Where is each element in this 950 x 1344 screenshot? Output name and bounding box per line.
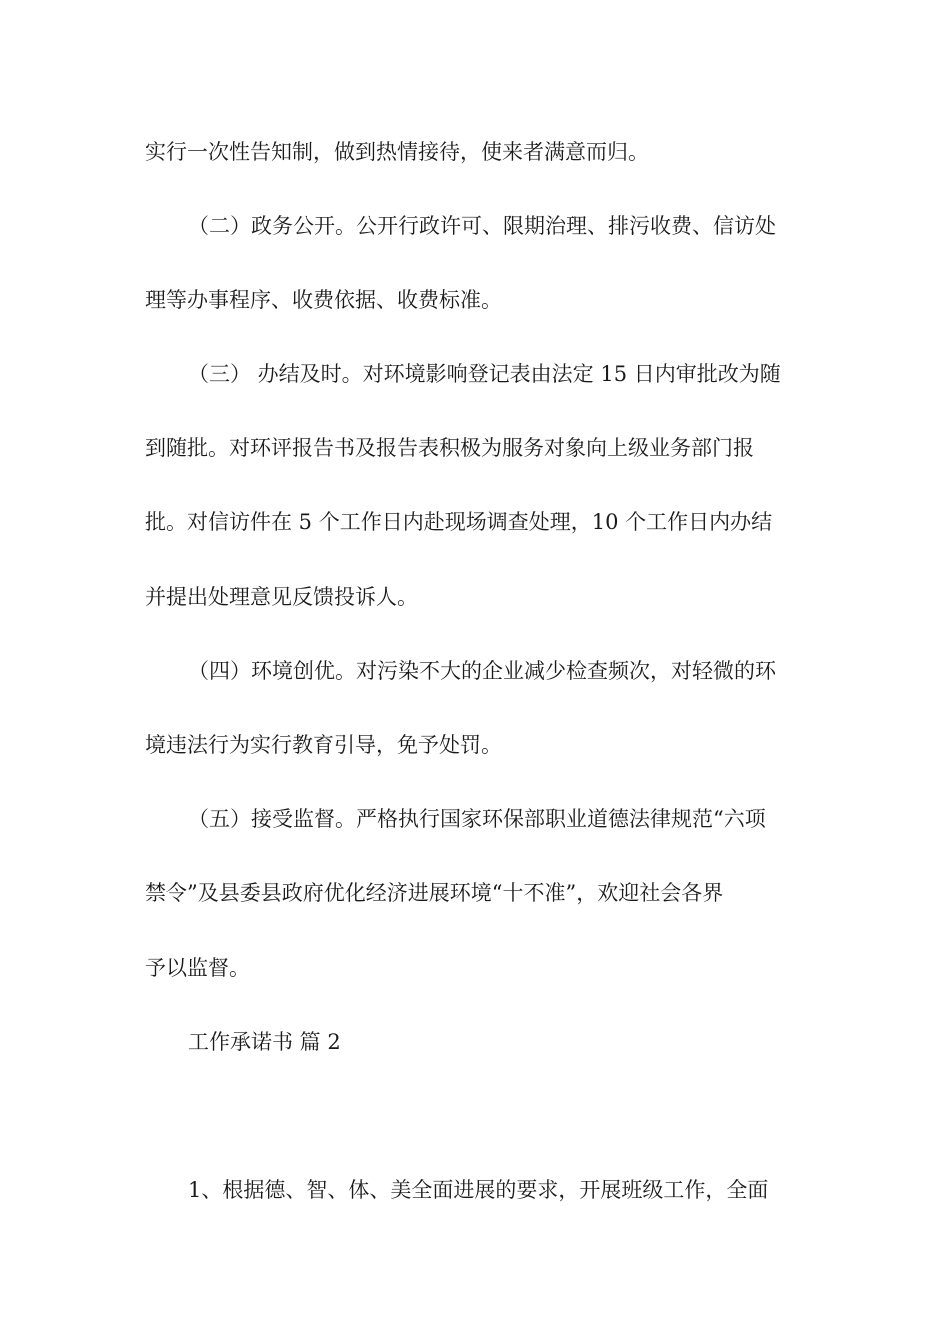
text-line: 并提出处理意见反馈投诉人。 <box>145 585 418 609</box>
text-line: 予以监督。 <box>145 956 250 980</box>
text-line: （四）环境创优。对污染不大的企业减少检查频次，对轻微的环 <box>188 659 776 683</box>
text-line: 禁令”及县委县政府优化经济进展环境“十不准”，欢迎社会各界 <box>145 881 724 905</box>
text-line: （五）接受监督。严格执行国家环保部职业道德法律规范“六项 <box>188 807 766 831</box>
text-line: 境违法行为实行教育引导，免予处罚。 <box>145 733 502 757</box>
text-line: 1、根据德、智、体、美全面进展的要求，开展班级工作，全面 <box>188 1178 769 1202</box>
text-line: 到随批。对环评报告书及报告表积极为服务对象向上级业务部门报 <box>145 436 754 460</box>
text-line: （二）政务公开。公开行政许可、限期治理、排污收费、信访处 <box>188 214 776 238</box>
text-line: （三） 办结及时。对环境影响登记表由法定 15 日内审批改为随 <box>188 362 781 386</box>
text-line: 理等办事程序、收费依据、收费标准。 <box>145 288 502 312</box>
text-line: 实行一次性告知制，做到热情接待，使来者满意而归。 <box>145 140 649 164</box>
text-line: 批。对信访件在 5 个工作日内赴现场调查处理，10 个工作日内办结 <box>145 510 773 534</box>
section-heading: 工作承诺书 篇 2 <box>188 1030 341 1054</box>
